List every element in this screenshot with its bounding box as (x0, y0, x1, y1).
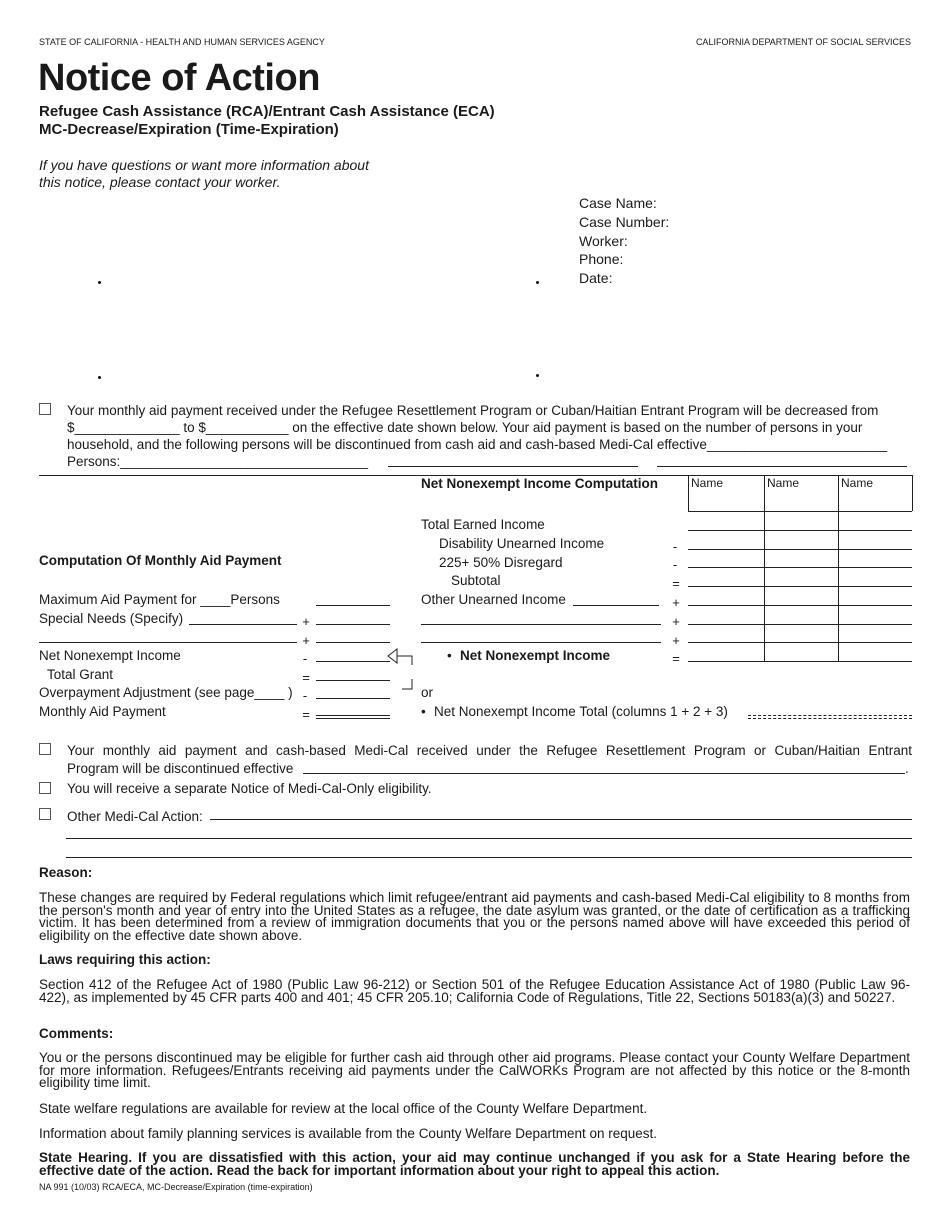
total-earned-label: Total Earned Income (421, 517, 545, 532)
net-nonexempt-label: Net Nonexempt Income (39, 648, 181, 663)
comments-heading: Comments: (39, 1026, 114, 1041)
page-title: Notice of Action (38, 57, 320, 99)
net-nonexempt-field[interactable] (316, 661, 390, 662)
address-corner-mark (98, 376, 101, 379)
contact-note-1: If you have questions or want more information about (39, 157, 369, 173)
form-footer: NA 991 (10/03) RCA/ECA, MC-Decrease/Expiration (time-expiration) (39, 1182, 313, 1192)
subtitle-1: Refugee Cash Assistance (RCA)/Entrant Cash Assistance (ECA) (39, 103, 495, 120)
disability-row[interactable] (688, 549, 912, 550)
max-aid-label: Maximum Aid Payment for ____Persons (39, 592, 280, 607)
net-nonexempt-bullet: • (447, 648, 452, 663)
decrease-line-2: $______________ to $___________ on the effective date shown below. Your aid payment is based on the number of persons in your (67, 420, 863, 435)
case-number-label: Case Number: (579, 213, 670, 230)
grid-col-line (838, 475, 839, 662)
other-unearned-specify[interactable] (573, 605, 659, 606)
family-planning-text: Information about family planning services is available from the County Welfare Department on request. (39, 1126, 658, 1141)
separate-notice-checkbox[interactable] (39, 782, 51, 794)
special-needs-specify-field[interactable] (189, 624, 297, 625)
subtotal-row[interactable] (688, 586, 912, 587)
net-income-heading: Net Nonexempt Income Computation (421, 476, 659, 491)
discontinue-line-2-end: . (905, 761, 909, 776)
persons-line-3[interactable] (657, 466, 907, 467)
worker-label: Worker: (579, 232, 628, 249)
grid-col-line (688, 475, 689, 511)
subtitle-2: MC-Decrease/Expiration (Time-Expiration) (39, 121, 339, 138)
reason-text: These changes are required by Federal regulations which limit refugee/entrant aid payments and cash-based Medi-Cal eligibility to 8 months from the person's month and year of entry into the United States as a refugee, the date asylum was granted, or the date of certification as a trafficking victim. It has been determined from a review of immigration documents that you or the persons named above will have exceeded this period of eligibility on the effective date shown above. (39, 890, 910, 943)
op-minus: - (302, 651, 308, 666)
op-equals: = (302, 670, 310, 685)
other-action-label: Other Medi-Cal Action: (67, 809, 203, 824)
other-action-line-2[interactable] (66, 838, 912, 839)
op-minus: - (672, 539, 678, 554)
subtotal-label: Subtotal (451, 573, 501, 588)
grid-col-line (912, 475, 913, 511)
net-total-field[interactable] (748, 715, 912, 716)
col-name-1: Name (691, 476, 724, 490)
state-hearing-text: State Hearing. If you are dissatisfied with this action, your aid may continue unchanged if you ask for a State Hearing before the effective date of the action. Read the back for important information about your right to appeal this action. (39, 1150, 910, 1178)
disregard-row[interactable] (688, 567, 912, 568)
overpayment-field[interactable] (316, 698, 390, 699)
decrease-text (67, 402, 887, 470)
reason-heading: Reason: (39, 865, 93, 880)
contact-note-2: this notice, please contact your worker. (39, 174, 281, 190)
decrease-line-4: Persons:_________________________________ (67, 454, 369, 469)
case-info (579, 194, 669, 288)
max-aid-field[interactable] (316, 605, 390, 606)
address-corner-mark (98, 281, 101, 284)
col-name-3: Name (841, 476, 874, 490)
monthly-aid-double-underline (316, 718, 390, 719)
special-needs-field[interactable] (316, 624, 390, 625)
agency-left: STATE OF CALIFORNIA - HEALTH AND HUMAN SERVICES AGENCY (39, 37, 325, 47)
other-unearned-row[interactable] (688, 605, 912, 606)
special-needs-field-2[interactable] (316, 642, 390, 643)
net-nonexempt-row[interactable] (688, 661, 912, 662)
other-line-3[interactable] (421, 642, 661, 643)
computation-heading: Computation Of Monthly Aid Payment (39, 553, 282, 568)
agency-right: CALIFORNIA DEPARTMENT OF SOCIAL SERVICES (695, 37, 911, 47)
discontinue-checkbox[interactable] (39, 743, 51, 755)
separate-notice-text: You will receive a separate Notice of Medi-Cal-Only eligibility. (67, 781, 432, 796)
net-total-label: Net Nonexempt Income Total (columns 1 + 2 + 3) (434, 704, 728, 719)
op-plus: + (672, 633, 680, 648)
other-unearned-label: Other Unearned Income (421, 592, 566, 607)
total-grant-label: Total Grant (47, 667, 114, 682)
total-grant-field[interactable] (316, 680, 390, 681)
regulations-text: State welfare regulations are available for review at the local office of the County Welfare Department. (39, 1101, 648, 1116)
op-minus: - (672, 557, 678, 572)
monthly-aid-field[interactable] (316, 715, 390, 716)
net-total-bullet: • (421, 704, 426, 719)
address-corner-mark (536, 374, 539, 377)
op-plus: + (302, 614, 310, 629)
address-corner-mark (536, 281, 539, 284)
op-equals: = (302, 707, 310, 722)
op-equals: = (672, 576, 680, 591)
persons-line-2[interactable] (388, 466, 638, 467)
discontinue-line-1: Your monthly aid payment and cash-based Medi-Cal received under the Refugee Resettlement Program or Cuban/Haitian Entrant (67, 743, 912, 758)
other-row-2[interactable] (688, 624, 912, 625)
grid-header-bottom (688, 511, 912, 512)
case-name-label: Case Name: (579, 195, 657, 211)
other-action-checkbox[interactable] (39, 808, 51, 820)
date-label: Date: (579, 270, 613, 287)
decrease-checkbox[interactable] (39, 403, 51, 415)
decrease-line-3: household, and the following persons will be discontinued from cash aid and cash-based Medi-Cal effective________________________ (67, 437, 888, 452)
op-minus: - (302, 688, 308, 703)
overpayment-label: Overpayment Adjustment (see page____ ) (39, 685, 293, 700)
decrease-line-1: Your monthly aid payment received under the Refugee Resettlement Program or Cuban/Haitian Entrant Program will be decreased from (67, 403, 879, 418)
op-plus: + (302, 633, 310, 648)
net-nonexempt-bold-label: Net Nonexempt Income (460, 648, 611, 663)
other-row-3[interactable] (688, 642, 912, 643)
other-action-line-3[interactable] (66, 857, 912, 858)
op-plus: + (672, 595, 680, 610)
net-total-double-underline (748, 718, 912, 719)
op-plus: + (672, 614, 680, 629)
laws-heading: Laws requiring this action: (39, 952, 211, 967)
disability-label: Disability Unearned Income (439, 536, 605, 551)
discontinue-line-2: Program will be discontinued effective (67, 761, 294, 776)
phone-label: Phone: (579, 251, 624, 268)
disregard-label: 225+ 50% Disregard (439, 555, 563, 570)
earned-income-row[interactable] (688, 530, 912, 531)
grid-col-line (764, 475, 765, 662)
other-line-2[interactable] (421, 624, 661, 625)
discontinue-effective-field[interactable] (303, 773, 905, 774)
special-needs-label: Special Needs (Specify) (39, 611, 184, 626)
monthly-aid-label: Monthly Aid Payment (39, 704, 166, 719)
special-needs-line-2[interactable] (39, 642, 297, 643)
other-action-field[interactable] (210, 819, 912, 820)
op-equals: = (672, 651, 680, 666)
col-name-2: Name (767, 476, 800, 490)
comments-text: You or the persons discontinued may be eligible for further cash aid through other aid programs. Please contact your County Welfare Department for more information. Refugees/Entrants receiving aid payments under the CalWORKs Program are not affected by this notice or the 8-month eligibility time limit. (39, 1050, 910, 1090)
or-label: or (421, 685, 434, 700)
laws-text: Section 412 of the Refugee Act of 1980 (Public Law 96-212) or Section 501 of the Refugee Education Assistance Act of 1980 (Public Law 96-422), as implemented by 45 CFR parts 400 and 401; 45 CFR 205.10; California Code of Regulations, Title 22, Sections 50183(a)(3) and 50227. (39, 977, 910, 1005)
